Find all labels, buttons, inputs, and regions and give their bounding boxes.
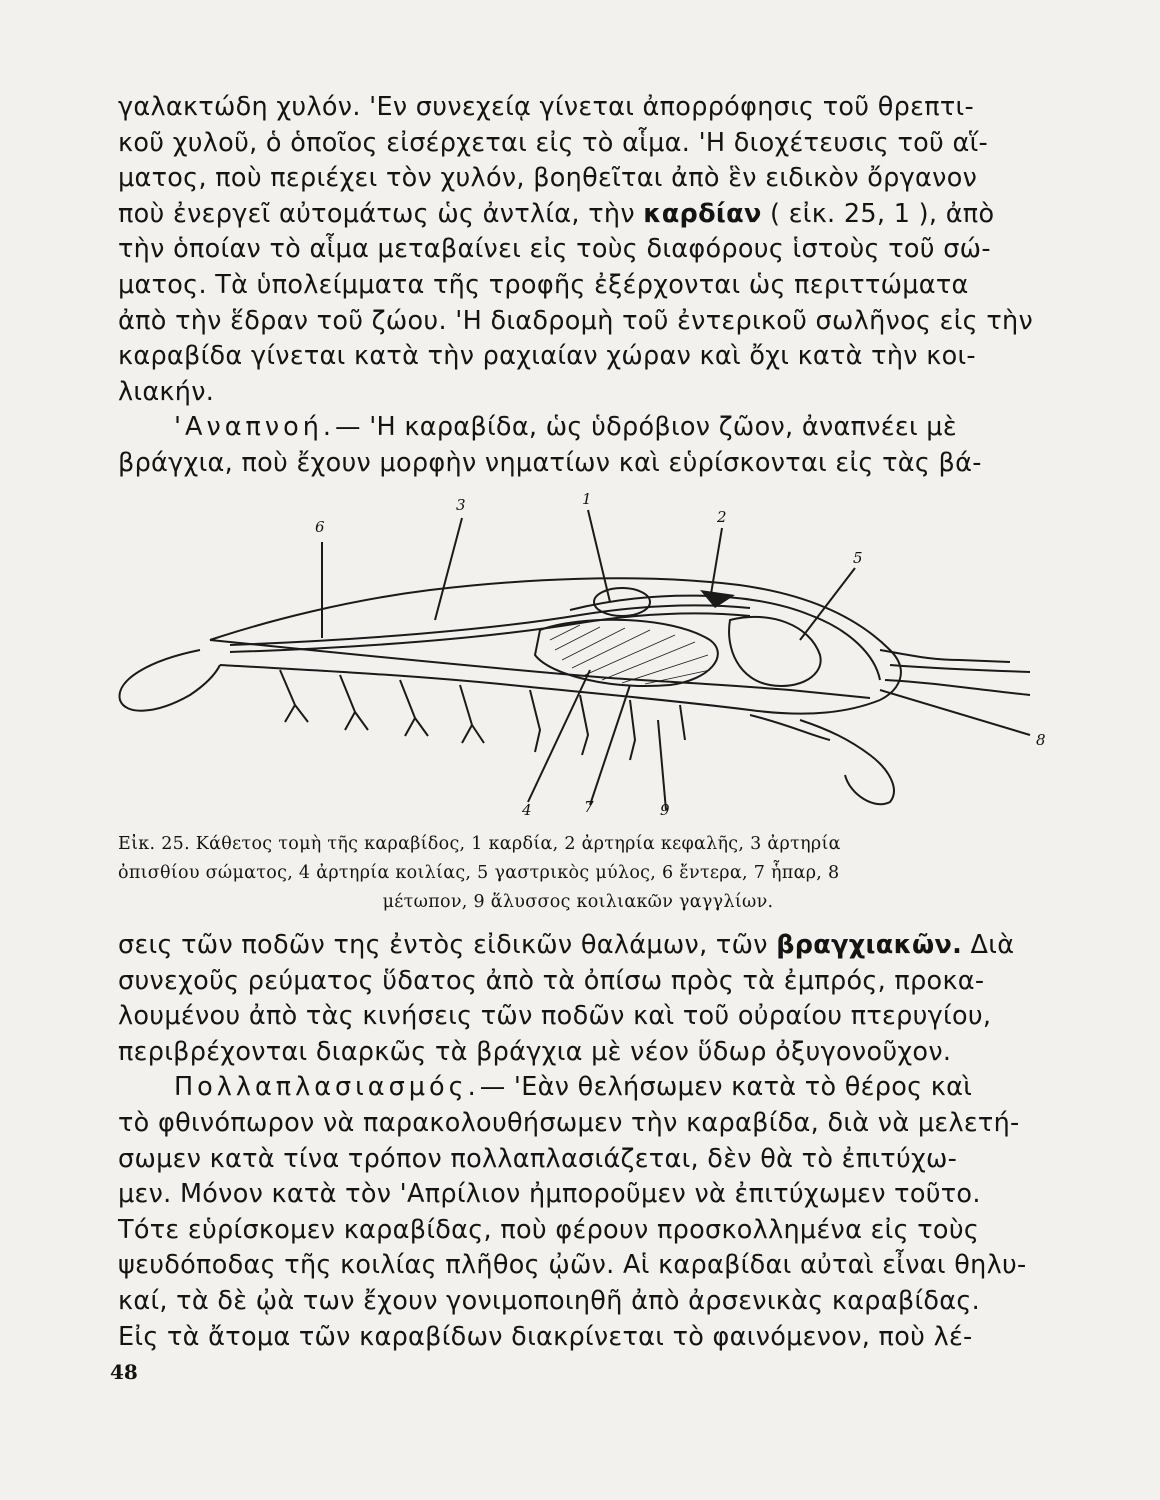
crayfish-section-figure <box>110 490 1070 820</box>
text-line-with-bold <box>118 928 1038 964</box>
text-line: Εἰς τὰ ἄτομα τῶν καραβίδων διακρίνεται τὸ φαινόμενον, ποὺ λέ- <box>118 1321 973 1352</box>
figure-label: 3 <box>456 496 466 514</box>
text-line: καραβίδα γίνεται κατὰ τὴν ραχιαίαν χώραν καὶ ὄχι κατὰ τὴν κοι- <box>118 341 976 372</box>
figure-caption <box>118 830 1038 917</box>
text-line: τὴν ὁποίαν τὸ αἷμα μεταβαίνει εἰς τοὺς διαφόρους ἱστοὺς τοῦ σώ- <box>118 234 991 265</box>
figure-label: 7 <box>584 798 594 816</box>
text-line: ματος. Τὰ ὑπολείμματα τῆς τροφῆς ἐξέρχονται ὡς περιττώματα <box>118 269 969 300</box>
text-segment: — 'Εὰν θελήσωμεν κατὰ τὸ θέρος καὶ <box>479 1072 973 1103</box>
section-heading-breathing: 'Αναπνοή. <box>174 412 335 443</box>
figure-label: 4 <box>522 801 532 819</box>
figure-label: 1 <box>582 490 592 508</box>
figure-label: 6 <box>315 518 325 536</box>
caption-line: Εἰκ. 25. Κάθετος τομὴ τῆς καραβίδος, 1 καρδία, 2 ἀρτηρία κεφαλῆς, 3 ἀρτηρία <box>118 834 841 854</box>
text-line: λουμένου ἀπὸ τὰς κινήσεις τῶν ποδῶν καὶ τοῦ οὐραίου πτερυγίου, <box>118 1001 992 1032</box>
text-block-bottom <box>118 928 1038 1355</box>
page-number: 48 <box>110 1360 138 1384</box>
text-line: ἀπὸ τὴν ἕδραν τοῦ ζώου. 'Η διαδρομὴ τοῦ ἐντερικοῦ σωλῆνος εἰς τὴν <box>118 305 1033 336</box>
figure-label: 8 <box>1036 731 1046 749</box>
text-line: ματος, ποὺ περιέχει τὸν χυλόν, βοηθεῖται ἀπὸ ἓν ειδικὸν ὄργανον <box>118 163 978 194</box>
text-segment: Διὰ <box>970 930 1015 960</box>
text-line: καί, τὰ δὲ ᾠὰ των ἔχουν γονιμοποιηθῆ ἀπὸ ἀρσενικὰς καραβίδας. <box>118 1285 981 1316</box>
figure-label: 5 <box>853 549 863 567</box>
section-heading-reproduction: Πολλαπλασιασμός. <box>174 1072 480 1103</box>
text-line: τὸ φθινόπωρον νὰ παρακολουθήσωμεν τὴν καραβίδα, διὰ νὰ μελετή- <box>118 1107 1020 1138</box>
text-line: κοῦ χυλοῦ, ὁ ὁποῖος εἰσέρχεται εἰς τὸ αἷμα. 'Η διοχέτευσις τοῦ αἵ- <box>118 127 989 158</box>
caption-line: μέτωπον, 9 ἅλυσσος κοιλιακῶν γαγγλίων. <box>382 892 774 912</box>
text-segment: ( εἰκ. 25, 1 ), ἀπὸ <box>770 198 995 229</box>
text-line: βράγχια, ποὺ ἔχουν μορφὴν νηματίων καὶ εὑρίσκονται εἰς τὰς βά- <box>118 447 982 478</box>
text-line: γαλακτώδη χυλόν. 'Εν συνεχείᾳ γίνεται ἀπορρόφησις τοῦ θρεπτι- <box>118 92 974 122</box>
text-line: λιακήν. <box>118 376 215 407</box>
text-segment: — 'Η καραβίδα, ὡς ὑδρόβιον ζῶον, ἀναπνέει μὲ <box>334 412 957 443</box>
figure-label: 2 <box>717 508 727 526</box>
bold-term-gill: βραγχιακῶν. <box>776 930 963 960</box>
crayfish-diagram <box>110 490 1070 820</box>
text-line: Τότε εὑρίσκομεν καραβίδας, ποὺ φέρουν προσκολλημένα εἰς τοὺς <box>118 1214 980 1245</box>
text-line-with-bold <box>118 197 1038 233</box>
text-line: συνεχοῦς ρεύματος ὕδατος ἀπὸ τὰ ὀπίσω πρὸς τὰ ἐμπρός, προκα- <box>118 965 985 996</box>
text-line: σωμεν κατὰ τίνα τρόπον πολλαπλασιάζεται, δὲν θὰ τὸ ἐπιτύχω- <box>118 1143 958 1174</box>
text-line: περιβρέχονται διαρκῶς τὰ βράγχια μὲ νέον ὕδωρ ὀξυγονοῦχον. <box>118 1036 952 1067</box>
text-segment: ποὺ ἐνεργεῖ αὐτομάτως ὡς ἀντλία, τὴν <box>118 198 635 229</box>
figure-label: 9 <box>660 801 670 819</box>
reproduction-heading-line <box>118 1070 1038 1106</box>
caption-line: ὀπισθίου σώματος, 4 ἀρτηρία κοιλίας, 5 γαστρικὸς μύλος, 6 ἔντερα, 7 ἧπαρ, 8 <box>118 863 840 883</box>
text-line: ψευδόποδας τῆς κοιλίας πλῆθος ᾠῶν. Αἱ καραβίδαι αὐταὶ εἶναι θηλυ- <box>118 1250 1027 1281</box>
text-segment: σεις τῶν ποδῶν της ἐντὸς εἰδικῶν θαλάμων, τῶν <box>118 930 768 960</box>
text-block-top <box>118 90 1038 482</box>
bold-term-heart: καρδίαν <box>643 198 762 229</box>
text-line: μεν. Μόνον κατὰ τὸν 'Απρίλιον ἠμποροῦμεν νὰ ἐπιτύχωμεν τοῦτο. <box>118 1179 981 1210</box>
breathing-heading-line <box>118 410 1038 446</box>
